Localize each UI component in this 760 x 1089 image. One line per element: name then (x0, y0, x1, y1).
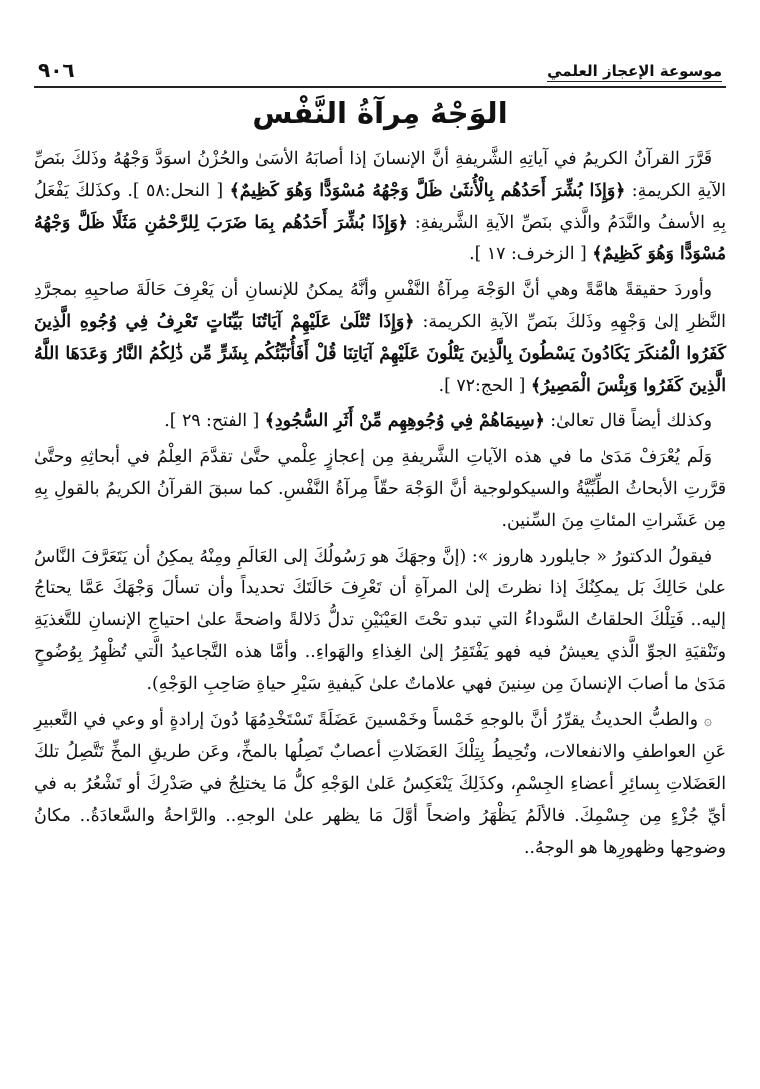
verse-reference: [ الزخرف: ١٧ ]. (469, 244, 593, 265)
running-header (34, 52, 726, 88)
paragraph-text: فيقولُ الدكتورُ « جايلورد هاروز »: (إنَّ وجهَكَ هو رَسُولُكَ إلى العَالَمِ ومِنْهُ يمكِنُ أن يَتَعَرَّفَ النَّاسُ علىٰ حَالِكَ بَل يمكِنُكَ إذا نظرتَ إلىٰ المرآةِ أن تَعْرِفَ حَالَتَكَ تحديداً وأن تسألَ وَجْهَكَ عَمَّا يحتاجُ إليه.. فَتِلْكَ الحلقاتُ السَّوداءُ التي تبدو تحْتَ العَيْنَيْنِ تدلُّ دَلالةً واضحةً علىٰ احتياجِ الإنسانِ للتَّغذيَةِ وتَنْقيَةِ الجوِّ الَّذي يعيشُ فيه فهو يَفْتَقِرُ إلىٰ الغِذاءِ والهَواءِ.. وأمَّا هذه التَّجاعيدُ الَّتي تُظْهِرُ بِوُضُوحٍ مَدَىٰ ما أصابَ الإنسانَ مِن سِنينَ فهي علاماتٌ علىٰ كَيفيةِ سَيْرِ حياةِ صَاحِبِ الوَجْهِ). (34, 546, 726, 694)
paragraph-1 (34, 144, 726, 271)
verse-reference: [ الفتح: ٢٩ ]. (164, 411, 265, 432)
book-page (34, 52, 726, 1069)
verse-reference: [ النحل:٥٨ ]. وكذَلكَ يَفْعَلُ بِهِ الأسفُ والنَّدَمُ والَّذي بنَصِّ الآيةِ الشَّريفةِ: (34, 180, 727, 233)
quran-verse: ﴿وَإِذَا بُشِّرَ أَحَدُهُم بِمَا ضَرَبَ لِلرَّحْمَٰنِ مَثَلًا ظَلَّ وَجْهُهُ مُسْوَدًّا وَهُوَ كَظِيمٌ﴾ (34, 212, 726, 265)
paragraph-6 (34, 705, 726, 865)
paragraph-text: والطبُّ الحديثُ يقرِّرُ أنَّ بالوجهِ خَمْساً وخَمْسينَ عَضَلَةً تَسْتَخْدِمُهَا دُونَ إرادةٍ أو وعي في التَّعبيرِ عَنِ العواطفِ والانفعالات، وتُحِيطُ بِتِلْكَ العَضَلاتِ أعصابٌ تَصِلُها بالمخِّ، وعَن طريقِ المخِّ تَتَّصِلُ تلكَ العَضَلاتِ بِسائِرِ أعضاءِ الجِسْمِ، وكذَلِكَ يَنْعَكِسُ عَلىٰ الوَجْهِ كلُّ مَا يختلِجُ في صَدْرِكَ أو تَشْعُرُ به في أيِّ جُزْءٍ مِن جِسْمِكَ. فالألَمُ يَظْهَرُ واضحاً أوَّلَ مَا يظهر علىٰ الوجهِ.. والرَّاحةُ والسَّعادَةُ.. مكانُ وضوحِها وظهورِها هو الوجهُ.. (34, 709, 726, 858)
paragraph-2 (34, 275, 726, 402)
paragraph-text: قَرَّرَ القرآنُ الكريمُ في آياتِهِ الشَّريفةِ أنَّ الإنسانَ إذا أصابَهُ الأسَىٰ والحُزْنُ اسوَدَّ وَجْهُهُ وذَلكَ بنَصِّ الآيةِ الكريمةِ: (34, 149, 726, 201)
body-text (34, 144, 726, 865)
paragraph-text: وأوردَ حقيقةً هامَّةً وهي أنَّ الوَجْهَ مِرآةُ النَّفْسِ وأنَّهُ يمكنُ للإنسانِ أن يَعْرِفَ حَالَةَ صاحبِهِ بمجرَّدِ النَّظرِ إلىٰ وَجْهِهِ وذَلكَ بنَصِّ الآيةِ الكريمة: (34, 280, 726, 332)
paragraph-4 (34, 442, 726, 537)
paragraph-text: وَلَم يُعْرَفْ مَدَىٰ ما في هذه الآياتِ الشَّريفةِ مِن إعجازٍ عِلْمي حتَّىٰ تقدَّمَ العِلْمُ في أبحاثِهِ وحتَّىٰ قرَّرتِ الأبحاثُ الطِّبِّيَّةُ والسيكولوجية أنَّ الوَجْهَ حقّاً مِرآةُ النَّفْسِ. كما سبقَ القرآنُ الكريمُ بالقولِ بِهِ مِن عَشَراتِ المئاتِ مِنَ السِّنين. (34, 447, 726, 531)
page-number: ٩٠٦ (38, 58, 75, 82)
paragraph-5 (34, 542, 726, 701)
verse-reference: [ الحج:٧٢ ]. (438, 375, 531, 396)
paragraph-text: وكذلك أيضاً قال تعالىٰ: (544, 411, 712, 432)
quran-verse: ﴿وَإِذَا تُتْلَىٰ عَلَيْهِمْ آيَاتُنَا بَيِّنَاتٍ تَعْرِفُ فِي وُجُوهِ الَّذِينَ كَفَرُوا الْمُنكَرَ يَكَادُونَ يَسْطُونَ بِالَّذِينَ يَتْلُونَ عَلَيْهِمْ آيَاتِنَا قُلْ أَفَأُنَبِّئُكُم بِشَرٍّ مِّن ذَٰلِكُمُ النَّارُ وَعَدَهَا اللَّهُ الَّذِينَ كَفَرُوا وَبِئْسَ الْمَصِيرُ﴾ (34, 311, 726, 396)
book-title: موسوعة الإعجاز العلمي (547, 62, 722, 80)
bullet-icon: ۞ (703, 712, 712, 729)
chapter-title: الوَجْهُ مِرآةُ النَّفْس (252, 96, 508, 130)
quran-verse: ﴿سِيمَاهُمْ فِي وُجُوهِهِم مِّنْ أَثَرِ السُّجُودِ﴾ (264, 411, 545, 432)
quran-verse: ﴿وَإِذَا بُشِّرَ أَحَدُهُم بِالْأُنثَىٰ ظَلَّ وَجْهُهُ مُسْوَدًّا وَهُوَ كَظِيمٌ﴾ (229, 180, 626, 201)
paragraph-3 (34, 406, 726, 438)
